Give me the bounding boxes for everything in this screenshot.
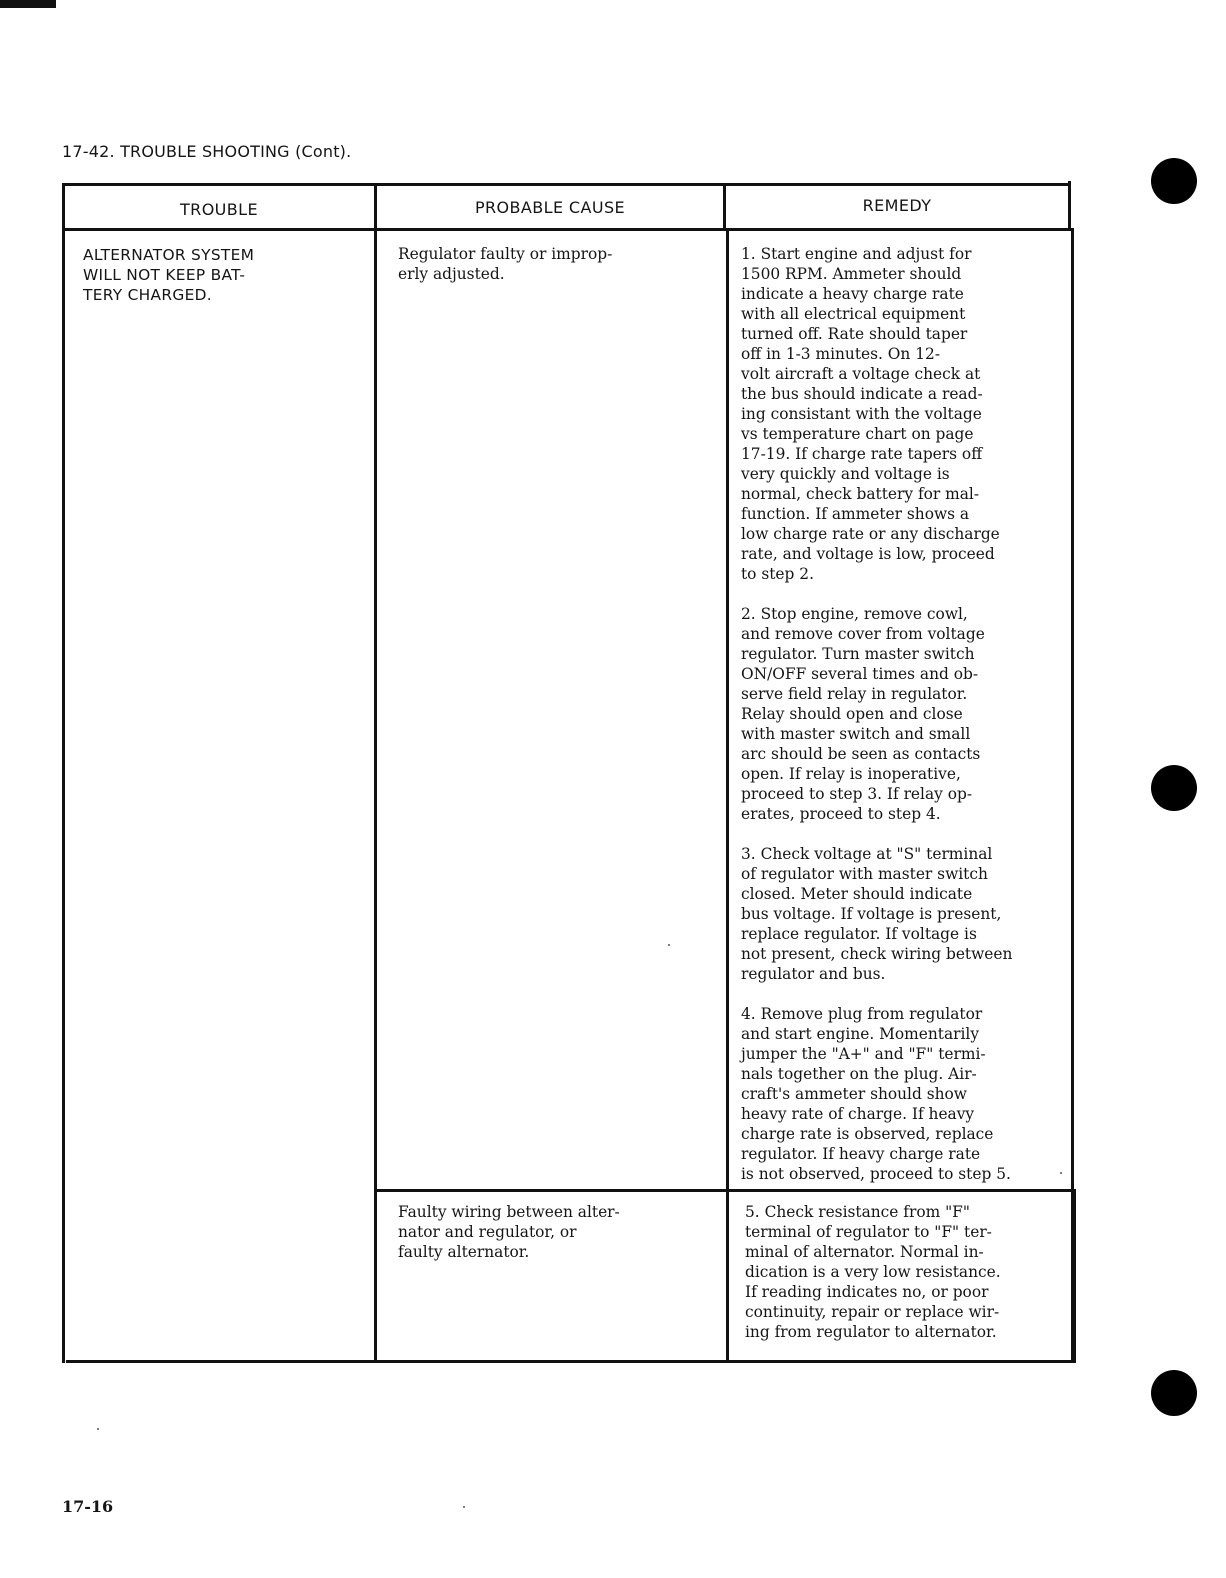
header-trouble: TROUBLE xyxy=(180,200,258,219)
table-top-border xyxy=(62,183,1070,186)
punch-hole-middle xyxy=(1151,765,1197,811)
remedy-step-2: 2. Stop engine, remove cowl, and remove cover from voltage regulator. Turn master switch ON/OFF several times and ob- serve field relay in regulator. Relay should open and close with master switch and small arc should be seen as contacts open. If relay is inoperative, proceed to step 3. If relay op- erates, proceed to step 4. xyxy=(741,605,985,823)
speck xyxy=(463,1506,465,1508)
speck xyxy=(1060,1172,1062,1174)
header-probable-cause: PROBABLE CAUSE xyxy=(474,198,626,217)
header-bottom-border xyxy=(64,228,1072,231)
table-left-border xyxy=(62,183,65,1363)
probable-cause-wiring: Faulty wiring between alter- nator and regulator, or faulty alternator. xyxy=(398,1203,620,1261)
table-bottom-border xyxy=(66,1360,1076,1363)
punch-hole-top xyxy=(1151,158,1197,204)
trouble-description: ALTERNATOR SYSTEM WILL NOT KEEP BAT- TERY CHARGED. xyxy=(83,246,255,304)
remedy-step-1: 1. Start engine and adjust for 1500 RPM. Ammeter should indicate a heavy charge rate with all electrical equipment turned off. Rate should taper off in 1-3 minutes. On 12- volt aircraft a voltage check at the bus should indicate a read- ing consistant with the voltage vs temperature chart on page 17-19. If charge rate tapers off very quickly and voltage is normal, check battery for mal- function. If ammeter shows a low charge rate or any discharge rate, and voltage is low, proceed to step 2. xyxy=(741,245,1000,583)
column-divider-remedy-body xyxy=(726,228,729,1362)
header-remedy: REMEDY xyxy=(862,196,932,215)
speck xyxy=(97,1428,99,1430)
remedy-cell-regulator xyxy=(741,244,1069,1184)
section-heading: 17-42. TROUBLE SHOOTING (Cont). xyxy=(62,142,352,161)
remedy-step-4: 4. Remove plug from regulator and start engine. Momentarily jumper the "A+" and "F" termi- nals together on the plug. Air- craft's ammeter should show heavy rate of charge. If heavy charge rate is observed, replace regulator. If heavy charge rate is not observed, proceed to step 5. xyxy=(741,1005,1011,1183)
table-right-border-lower xyxy=(1073,1189,1076,1363)
speck xyxy=(668,944,670,946)
column-divider-cause xyxy=(374,185,377,1362)
table-right-border xyxy=(1068,181,1071,231)
corner-mark xyxy=(0,0,56,8)
remedy-step-5: 5. Check resistance from "F" terminal of regulator to "F" ter- minal of alternator. Normal in- dication is a very low resistance. If reading indicates no, or poor continuity, repair or replace wir- ing from regulator to alternator. xyxy=(745,1203,1001,1341)
page-number: 17-16 xyxy=(62,1497,114,1516)
punch-hole-bottom xyxy=(1151,1370,1197,1416)
probable-cause-regulator: Regulator faulty or improp- erly adjusted. xyxy=(398,245,613,283)
remedy-step-3: 3. Check voltage at "S" terminal of regulator with master switch closed. Meter should indicate bus voltage. If voltage is present, replace regulator. If voltage is not present, check wiring between regulator and bus. xyxy=(741,845,1013,983)
remedy-cell-wiring xyxy=(745,1202,1071,1342)
